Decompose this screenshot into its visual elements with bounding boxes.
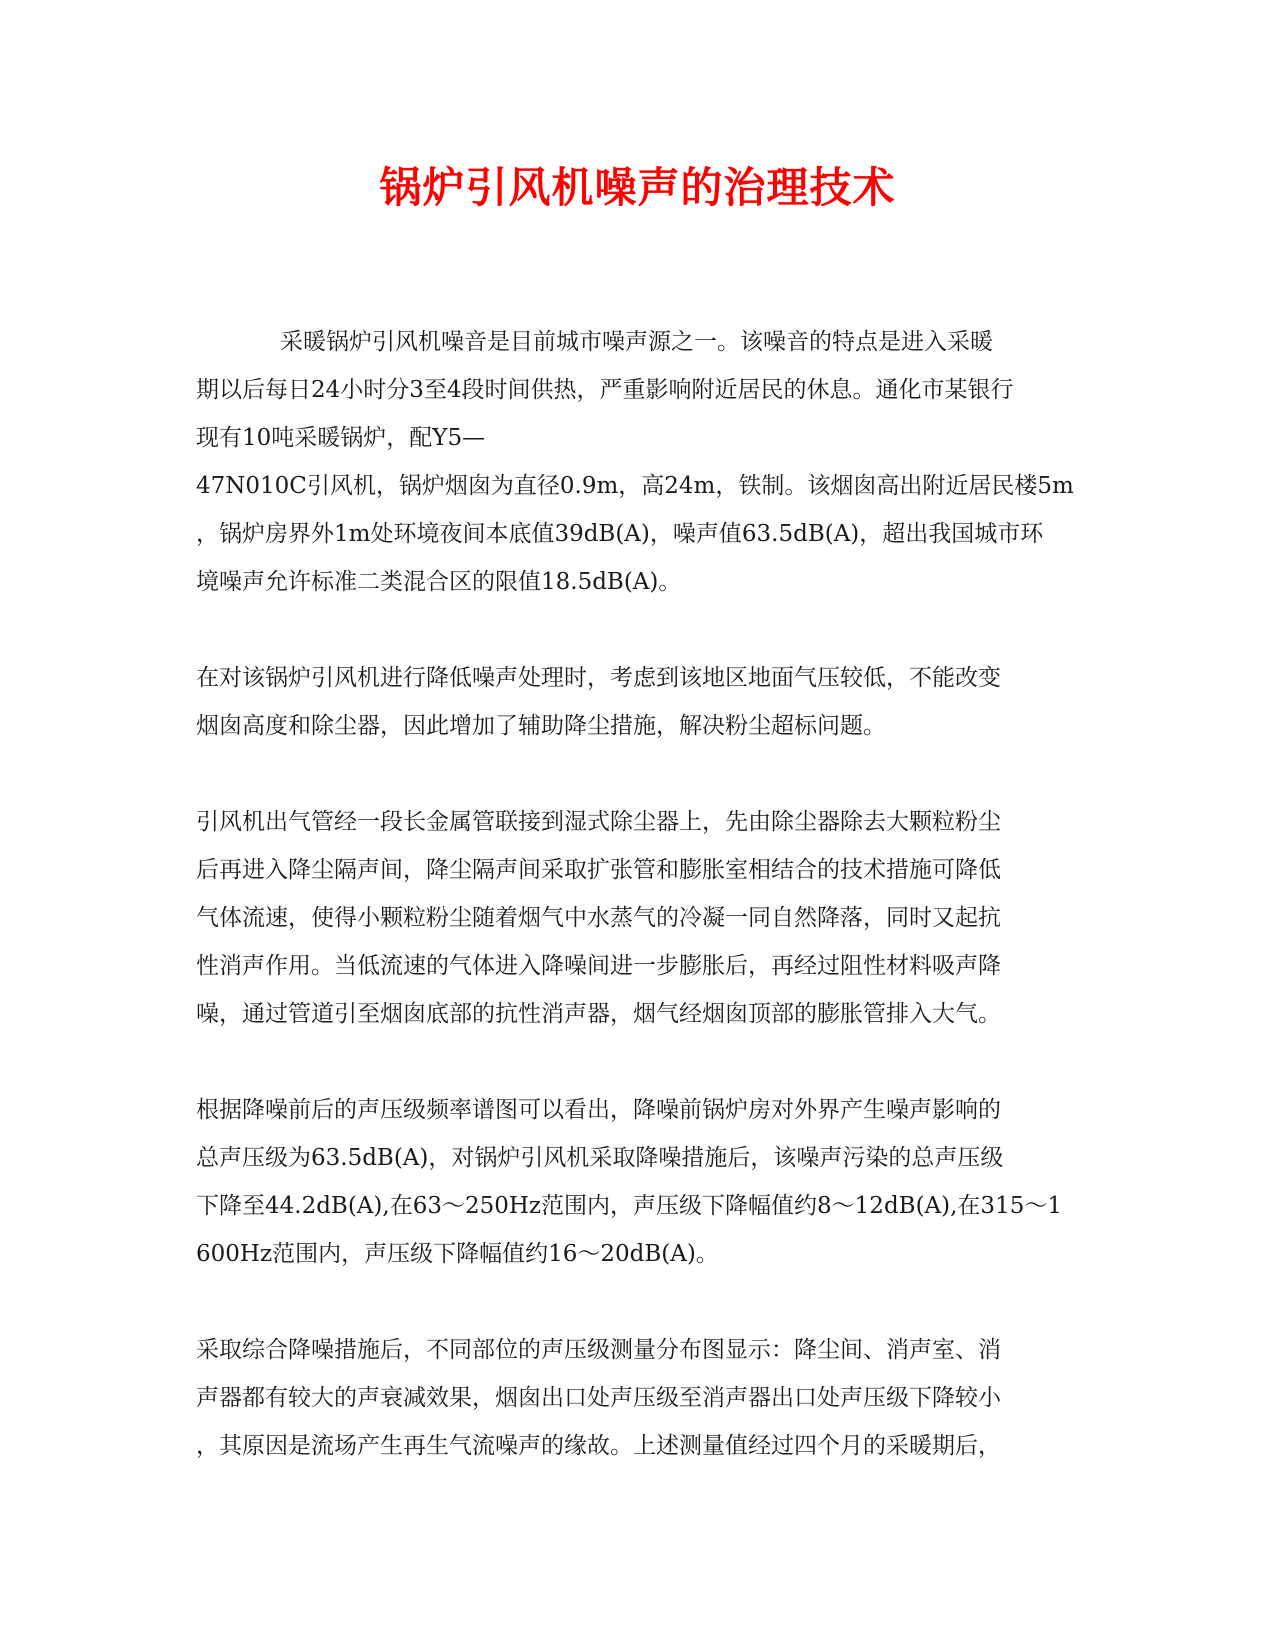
text-line: 47N010C引风机，锅炉烟囱为直径0.9m，高24m，铁制。该烟囱高出附近居民楼5m — [196, 473, 1074, 499]
paragraph-4 — [196, 1086, 1076, 1278]
text-line: 声器都有较大的声衰减效果，烟囱出口处声压级至消声器出口处声压级下降较小 — [196, 1385, 1001, 1411]
paragraph-2 — [196, 654, 1076, 750]
paragraph-spacer — [196, 1278, 1076, 1326]
text-line: 引风机出气管经一段长金属管联接到湿式除尘器上，先由除尘器除去大颗粒粉尘 — [196, 809, 1001, 835]
text-line: 期以后每日24小时分3至4段时间供热，严重影响附近居民的休息。通化市某银行 — [196, 377, 1014, 403]
text-line: ，其原因是流场产生再生气流噪声的缘故。上述测量值经过四个月的采暖期后， — [196, 1433, 1001, 1459]
text-line: 噪，通过管道引至烟囱底部的抗性消声器，烟气经烟囱顶部的膨胀管排入大气。 — [196, 1001, 1001, 1027]
text-line: 总声压级为63.5dB(A)，对锅炉引风机采取降噪措施后，该噪声污染的总声压级 — [196, 1145, 1004, 1171]
paragraph-3 — [196, 798, 1076, 1038]
text-line: 现有10吨采暖锅炉，配Y5— — [196, 425, 486, 451]
text-line: 在对该锅炉引风机进行降低噪声处理时，考虑到该地区地面气压较低，不能改变 — [196, 665, 1001, 691]
text-line: 后再进入降尘隔声间，降尘隔声间采取扩张管和膨胀室相结合的技术措施可降低 — [196, 857, 1001, 883]
text-line: 烟囱高度和除尘器，因此增加了辅助降尘措施，解决粉尘超标问题。 — [196, 713, 886, 739]
text-line: 气体流速，使得小颗粒粉尘随着烟气中水蒸气的冷凝一同自然降落，同时又起抗 — [196, 905, 1001, 931]
paragraph-1 — [196, 318, 1076, 606]
text-line: ，锅炉房界外1m处环境夜间本底值39dB(A)，噪声值63.5dB(A)，超出我国城市环 — [196, 521, 1044, 547]
paragraph-spacer — [196, 750, 1076, 798]
paragraph-5 — [196, 1326, 1076, 1470]
text-line: 采取综合降噪措施后，不同部位的声压级测量分布图显示：降尘间、消声室、消 — [196, 1337, 1001, 1363]
text-line: 性消声作用。当低流速的气体进入降噪间进一步膨胀后，再经过阻性材料吸声降 — [196, 953, 1001, 979]
text-line: 采暖锅炉引风机噪音是目前城市噪声源之一。该噪音的特点是进入采暖 — [280, 329, 993, 355]
text-line: 根据降噪前后的声压级频率谱图可以看出，降噪前锅炉房对外界产生噪声影响的 — [196, 1097, 1001, 1123]
document-body — [196, 318, 1076, 1470]
paragraph-spacer — [196, 606, 1076, 654]
text-line: 境噪声允许标准二类混合区的限值18.5dB(A)。 — [196, 569, 682, 595]
text-line: 600Hz范围内，声压级下降幅值约16～20dB(A)。 — [196, 1241, 719, 1267]
document-title: 锅炉引风机噪声的治理技术 — [379, 163, 896, 212]
text-line: 下降至44.2dB(A),在63～250Hz范围内，声压级下降幅值约8～12dB(A),在315～1 — [196, 1193, 1062, 1219]
paragraph-spacer — [196, 1038, 1076, 1086]
